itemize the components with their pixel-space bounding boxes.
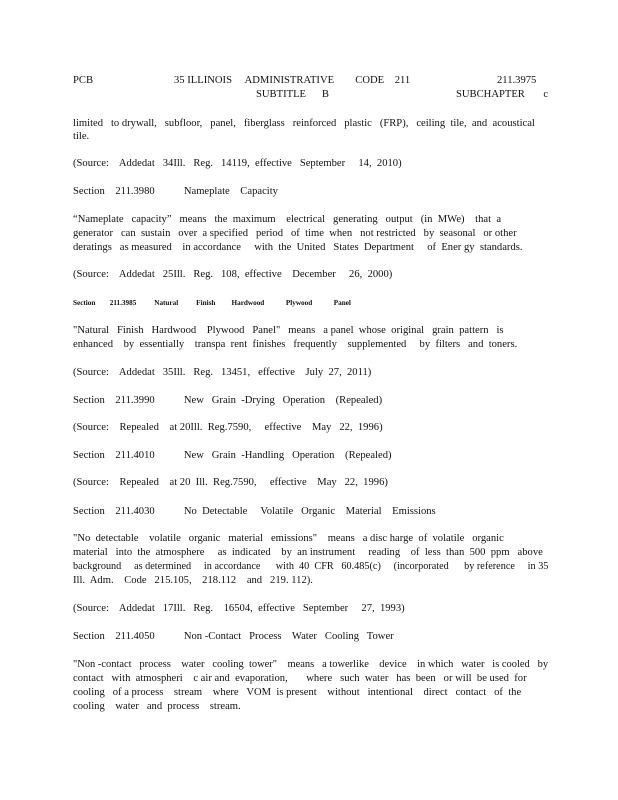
- header-subchapter: SUBCHAPTER c: [456, 89, 549, 100]
- header-title-line1: 35 ILLINOIS ADMINISTRATIVE CODE 211: [174, 75, 411, 86]
- paragraph-line: “Nameplate capacity” means the maximum electrical generating output (in MWe) that a: [73, 214, 502, 225]
- paragraph-line: enhanced by essentially transpa rent finishes frequently supplemented by filters and toners.: [73, 339, 518, 350]
- section-heading: Section 211.3980 Nameplate Capacity: [73, 186, 278, 197]
- paragraph-line: cooling of a process stream where VOM is present without intentional direct contact of the: [73, 687, 522, 698]
- section-heading: Section 211.4010 New Grain -Handling Operation (Repealed): [73, 450, 392, 461]
- paragraph-line: cooling water and process stream.: [73, 701, 241, 712]
- source-note: (Source: Addedat 17Ill. Reg. 16504, effective September 27, 1993): [73, 603, 405, 614]
- section-heading: Section 211.4050 Non -Contact Process Water Cooling Tower: [73, 631, 394, 642]
- source-note: (Source: Addedat 34Ill. Reg. 14119, effective September 14, 2010): [73, 158, 402, 169]
- header-agency: PCB: [73, 75, 94, 86]
- paragraph-line: "Non -contact process water cooling tower" means a towerlike device in which water is cooled by: [73, 659, 549, 670]
- section-heading: Section 211.3985 Natural Finish Hardwood Plywood Panel: [73, 299, 351, 307]
- paragraph-line: contact with atmospheri c air and evaporation, where such water has been or will be used for: [73, 673, 527, 684]
- source-note: (Source: Addedat 25Ill. Reg. 108, effective December 26, 2000): [73, 269, 393, 280]
- paragraph-line: tile.: [73, 131, 90, 142]
- paragraph-line: deratings as measured in accordance with the United States Department of Ener gy standards.: [73, 242, 523, 253]
- paragraph-line: material into the atmosphere as indicated by an instrument reading of less than 500 ppm above: [73, 547, 543, 558]
- paragraph-line: generator can sustain over a specified period of time when not restricted by seasonal or other: [73, 228, 517, 239]
- section-heading: Section 211.4030 No Detectable Volatile Organic Material Emissions: [73, 506, 436, 517]
- paragraph-line: background as determined in accordance with 40 CFR 60.485(c) (incorporated by reference in 35: [73, 561, 549, 572]
- paragraph-line: "Natural Finish Hardwood Plywood Panel" means a panel whose original grain pattern is: [73, 325, 504, 336]
- header-title-line2: SUBTITLE B: [256, 89, 329, 100]
- source-note: (Source: Addedat 35Ill. Reg. 13451, effective July 27, 2011): [73, 367, 372, 378]
- source-note: (Source: Repealed at 20Ill. Reg.7590, effective May 22, 1996): [73, 422, 383, 433]
- paragraph-line: "No detectable volatile organic material emissions" means a disc harge of volatile organic: [73, 533, 504, 544]
- source-note: (Source: Repealed at 20 Ill. Reg.7590, effective May 22, 1996): [73, 477, 388, 488]
- header-section-number: 211.3975: [497, 75, 537, 86]
- section-heading: Section 211.3990 New Grain -Drying Operation (Repealed): [73, 395, 383, 406]
- paragraph-line: Ill. Adm. Code 215.105, 218.112 and 219. 112).: [73, 575, 313, 586]
- paragraph-line: limited to drywall, subfloor, panel, fiberglass reinforced plastic (FRP), ceiling tile, and acoustical: [73, 118, 535, 129]
